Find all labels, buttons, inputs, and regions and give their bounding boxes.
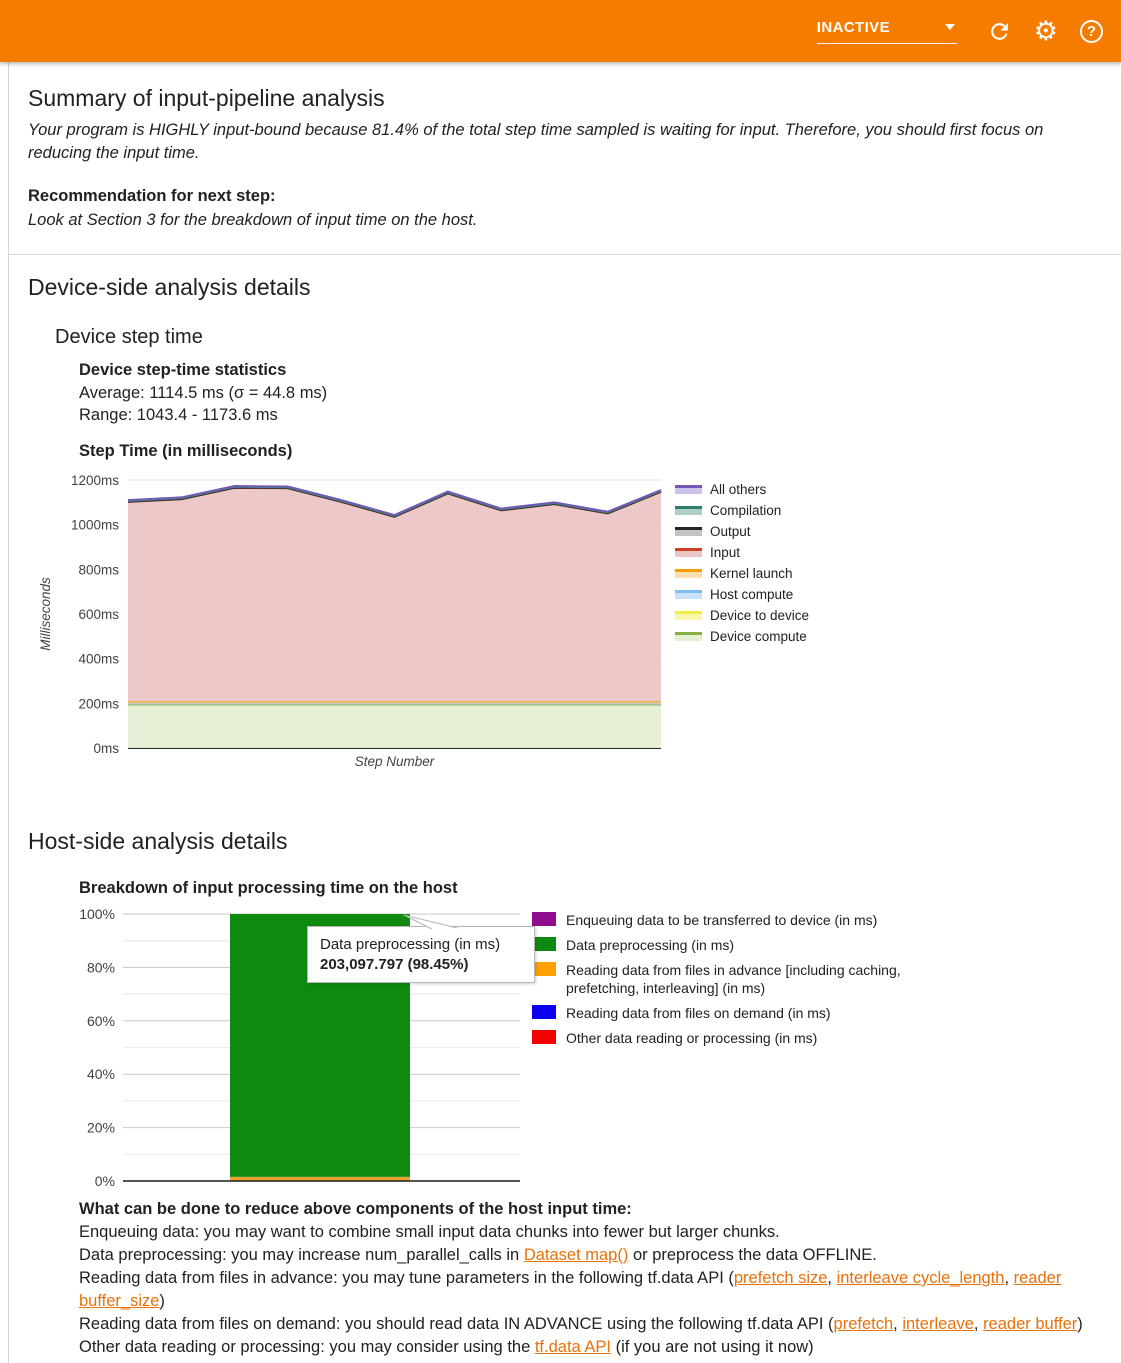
device-y-tick: 800ms (78, 562, 119, 578)
advice-text: or preprocess the data OFFLINE. (628, 1246, 877, 1264)
advice-text: , (973, 1315, 984, 1333)
device-chart-legend (675, 479, 809, 647)
legend-swatch (532, 912, 556, 926)
host-section-title: Host-side analysis details (28, 828, 288, 854)
device-y-tick: 200ms (78, 696, 119, 712)
device-step-time-title: Device step time (55, 326, 203, 348)
advice-text: (if you are not using it now) (610, 1338, 814, 1356)
summary-body: Your program is HIGHLY input-bound because 81.4% of the total step time sampled is waiting for input. Therefore, you should first focus on reducing the input time. (28, 121, 1044, 162)
legend-item-other-data (532, 1029, 914, 1047)
device-section (9, 255, 1121, 1363)
advice-text: Other data reading or processing: you may consider using the (79, 1338, 535, 1356)
device-step-time-chart (28, 471, 1101, 771)
area-input[interactable] (128, 488, 661, 702)
legend-label: Input (710, 545, 741, 560)
tooltip-value: 203,097.797 (98.45%) (320, 956, 469, 973)
link-prefetch[interactable]: prefetch (833, 1315, 894, 1333)
advice-text: Data preprocessing: you may increase num_parallel_calls in (79, 1246, 524, 1264)
legend-item-reading-data (532, 961, 914, 997)
legend-label: Kernel launch (710, 566, 793, 581)
legend-item-kernel-launch (675, 563, 809, 584)
device-chart-title: Step Time (in milliseconds) (79, 442, 293, 460)
stats-range: Range: 1043.4 - 1173.6 ms (79, 406, 278, 424)
chevron-down-icon (945, 24, 955, 30)
legend-swatch (675, 590, 702, 599)
refresh-icon-glyph (987, 19, 1012, 44)
run-status-label: INACTIVE (816, 18, 890, 36)
host-breakdown-chart (28, 906, 1101, 1194)
device-y-tick: 1200ms (70, 473, 119, 488)
link-reader-buffer[interactable]: reader buffer (983, 1315, 1078, 1333)
legend-item-data-preprocessing (532, 936, 914, 954)
legend-swatch (675, 632, 702, 641)
link-reader-buffer-size[interactable]: reader buffer_size (79, 1269, 1062, 1310)
legend-label: Reading data from files on demand (in ms) (566, 1005, 831, 1021)
refresh-icon[interactable] (987, 19, 1012, 44)
legend-label: Compilation (710, 503, 782, 518)
recommendation-label: Recommendation for next step: (28, 187, 276, 205)
legend-swatch (675, 569, 702, 578)
legend-swatch (532, 1005, 556, 1019)
device-step-stats (79, 359, 1101, 426)
advice-block (79, 1198, 1101, 1359)
legend-label: Host compute (710, 587, 794, 602)
device-y-axis-label: Milliseconds (38, 577, 53, 651)
help-icon-glyph: ? (1080, 20, 1103, 43)
device-y-tick: 400ms (78, 651, 119, 667)
link-dataset-map-[interactable]: Dataset map() (523, 1246, 629, 1264)
legend-item-host-compute (675, 584, 809, 605)
device-y-tick: 0ms (93, 741, 119, 756)
advice-line (79, 1244, 1101, 1267)
legend-item-input (675, 542, 809, 563)
host-y-tick: 0% (94, 1173, 115, 1189)
device-chart-plot[interactable] (28, 471, 688, 771)
advice-text: ) (159, 1292, 165, 1310)
link-interleave[interactable]: interleave (902, 1315, 974, 1333)
advice-lines (79, 1221, 1101, 1359)
legend-item-reading-data (532, 1004, 914, 1022)
advice-line (79, 1267, 1101, 1313)
legend-item-output (675, 521, 809, 542)
device-x-axis-label: Step Number (354, 754, 435, 769)
advice-line (79, 1313, 1101, 1336)
help-icon[interactable] (1080, 20, 1103, 43)
advice-text: Reading data from files in advance: you may tune parameters in the following tf.data API ( (79, 1269, 734, 1287)
device-y-tick: 1000ms (70, 517, 119, 533)
app-header (0, 0, 1121, 62)
legend-swatch (532, 962, 556, 976)
advice-text: Reading data from files on demand: you should read data IN ADVANCE using the following tf.data API ( (79, 1315, 834, 1333)
link-prefetch-size[interactable]: prefetch size (733, 1269, 828, 1287)
stats-average: Average: 1114.5 ms (σ = 44.8 ms) (79, 384, 328, 402)
legend-label: Output (710, 524, 751, 539)
host-y-tick: 80% (86, 959, 115, 976)
legend-item-device-to-device (675, 605, 809, 626)
advice-text: ) (1077, 1315, 1083, 1333)
host-chart-title: Breakdown of input processing time on the host (79, 879, 458, 897)
advice-text: Enqueuing data: you may want to combine small input data chunks into fewer but larger chunks. (79, 1223, 780, 1241)
advice-title: What can be done to reduce above components of the host input time: (79, 1200, 632, 1218)
host-y-tick: 100% (79, 906, 115, 922)
legend-label: Device compute (710, 629, 807, 644)
link-interleave-cycle-length[interactable]: interleave cycle_length (836, 1269, 1005, 1287)
legend-label: All others (710, 482, 767, 497)
run-status-dropdown[interactable] (817, 19, 957, 44)
device-section-title: Device-side analysis details (28, 274, 311, 300)
legend-swatch (675, 611, 702, 620)
legend-item-enqueuing-data (532, 911, 914, 929)
legend-swatch (675, 527, 702, 536)
settings-icon[interactable]: ⚙ (1033, 15, 1058, 47)
tooltip-pointer (402, 913, 464, 931)
legend-label: Data preprocessing (in ms) (566, 937, 735, 953)
legend-label: Device to device (710, 608, 810, 623)
link-tf-data-api[interactable]: tf.data API (534, 1338, 611, 1356)
main-content (8, 62, 1121, 1363)
chart-tooltip (307, 926, 535, 983)
legend-item-device-compute (675, 626, 809, 647)
summary-section (9, 62, 1121, 255)
legend-swatch (532, 1030, 556, 1044)
legend-item-all-others (675, 479, 809, 500)
advice-text: , (893, 1315, 903, 1333)
host-y-tick: 60% (86, 1012, 115, 1029)
legend-label: Reading data from files in advance [including caching, prefetching, interleaving] (in ms) (566, 962, 901, 996)
advice-line (79, 1336, 1101, 1359)
stats-title: Device step-time statistics (79, 361, 287, 379)
summary-title: Summary of input-pipeline analysis (28, 85, 385, 111)
area-device-compute[interactable] (128, 704, 661, 748)
tooltip-series-name: Data preprocessing (in ms) (320, 936, 501, 953)
legend-swatch (675, 485, 702, 494)
legend-swatch (675, 506, 702, 515)
host-y-tick: 40% (86, 1066, 115, 1083)
recommendation-body: Look at Section 3 for the breakdown of input time on the host. (28, 211, 478, 229)
advice-text: , (1004, 1269, 1014, 1287)
legend-swatch (675, 548, 702, 557)
legend-label: Other data reading or processing (in ms) (566, 1030, 818, 1046)
legend-label: Enqueuing data to be transferred to device (in ms) (566, 912, 878, 928)
host-chart-legend (532, 911, 914, 1054)
advice-line (79, 1221, 1101, 1244)
legend-swatch (532, 937, 556, 951)
advice-text: , (827, 1269, 837, 1287)
host-y-tick: 20% (86, 1119, 115, 1136)
legend-item-compilation (675, 500, 809, 521)
device-y-tick: 600ms (78, 607, 119, 622)
